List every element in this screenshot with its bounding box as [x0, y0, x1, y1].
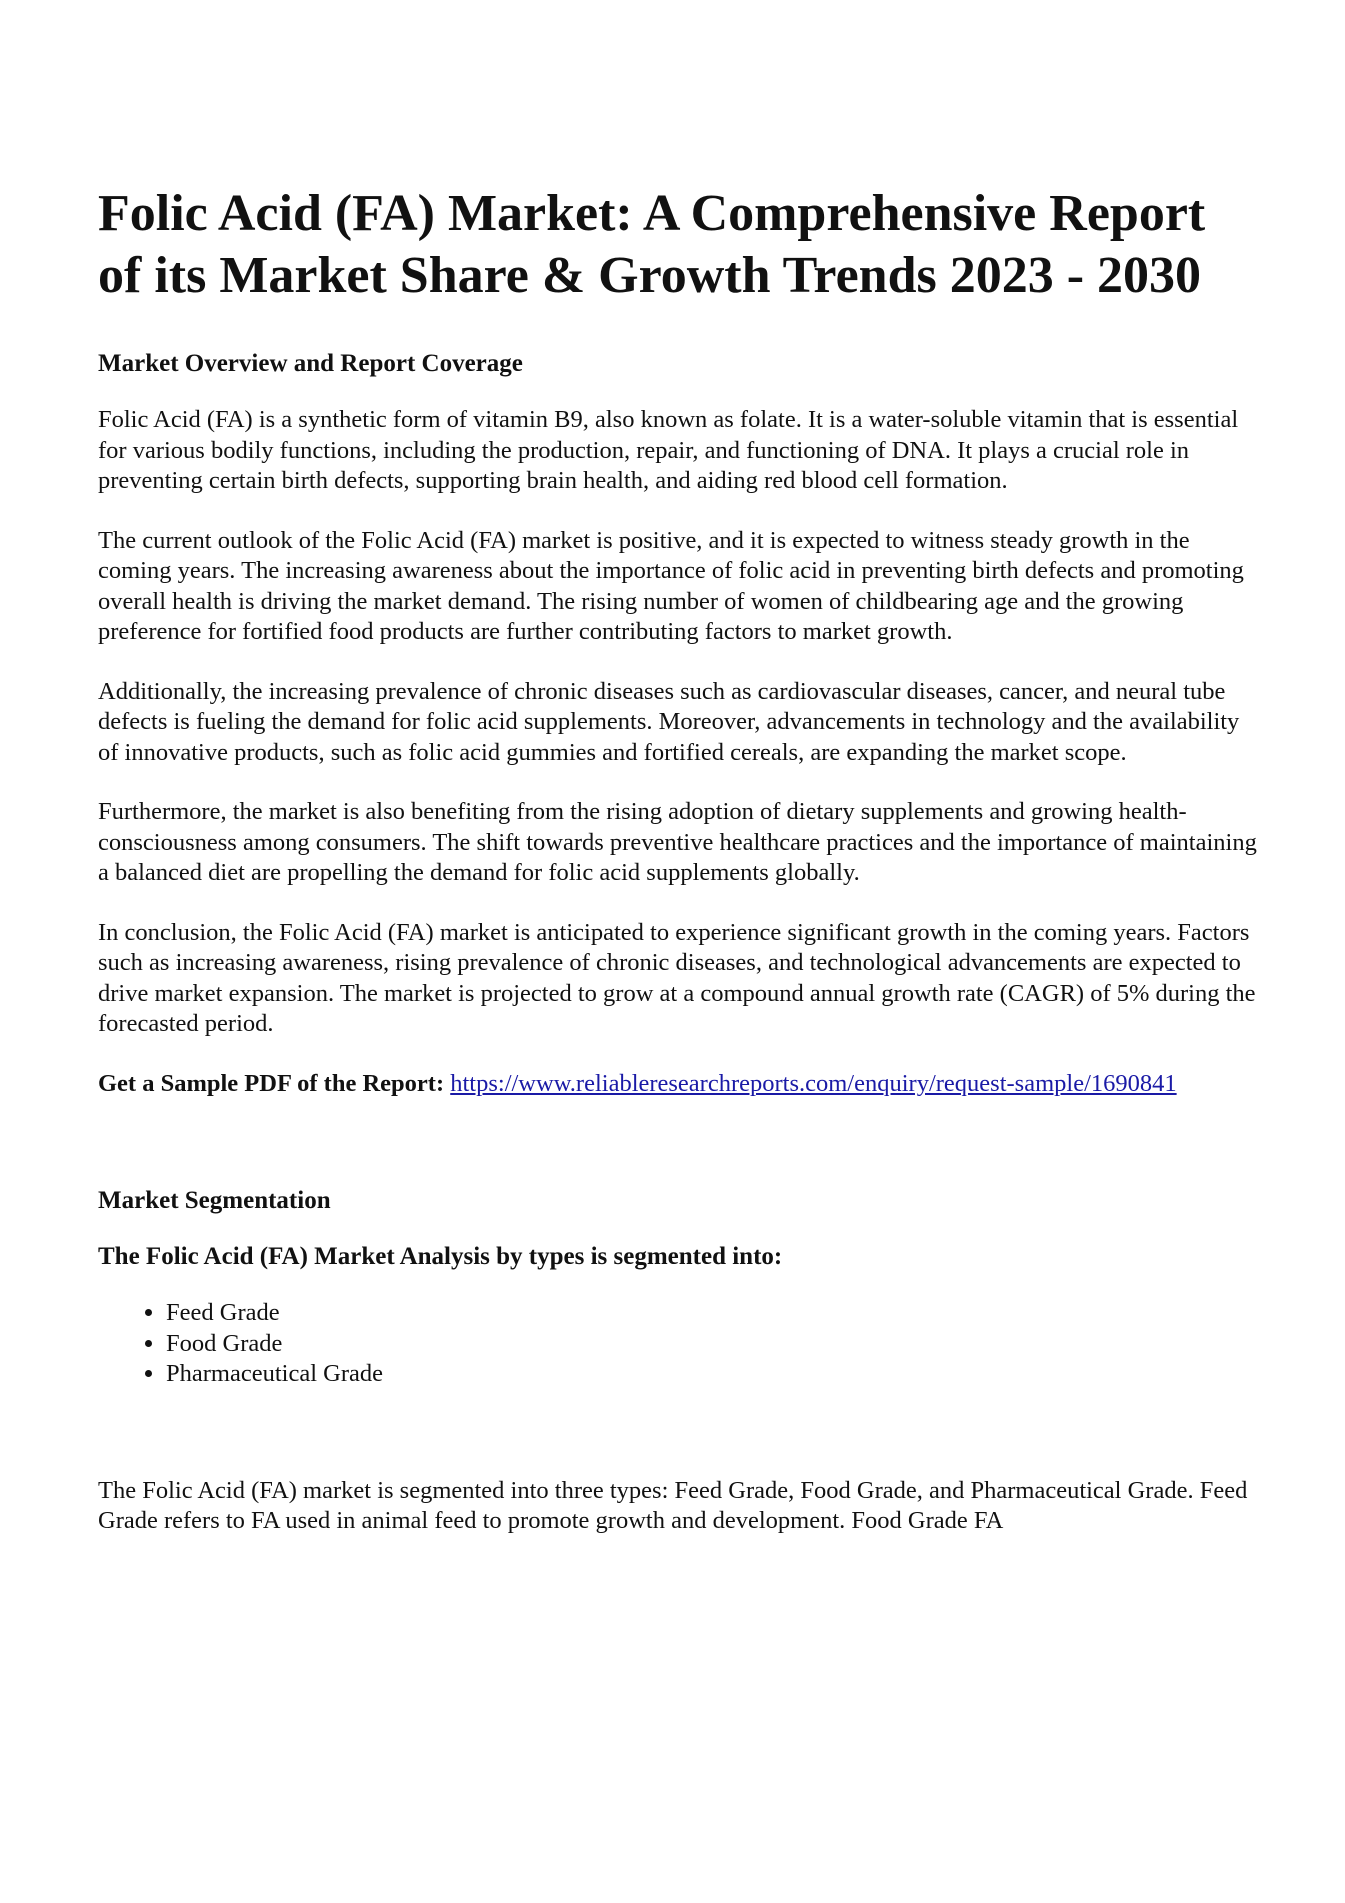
overview-paragraph: Furthermore, the market is also benefiting from the rising adoption of dietary supplements and growing health-consciousness among consumers. The shift towards preventive healthcare practices and the importance of maintaining a balanced diet are propelling the demand for folic acid supplements globally. [98, 798, 1257, 886]
overview-paragraph: Additionally, the increasing prevalence of chronic diseases such as cardiovascular diseases, cancer, and neural tube defects is fueling the demand for folic acid supplements. Moreover, advancements in technology and the availability of innovative products, such as folic acid gummies and fortified cereals, are expanding the market scope. [98, 677, 1240, 766]
page-title: Folic Acid (FA) Market: A Comprehensive Report of its Market Share & Growth Trends 2023 - 2030 [98, 185, 1206, 304]
overview-paragraph: Folic Acid (FA) is a synthetic form of vitamin B9, also known as folate. It is a water-soluble vitamin that is essential for various bodily functions, including the production, repair, and functioning of DNA. It plays a crucial role in preventing certain birth defects, supporting brain health, and aiding red blood cell formation. [98, 406, 1239, 494]
types-list [98, 1298, 1258, 1390]
overview-heading: Market Overview and Report Coverage [98, 350, 523, 377]
overview-paragraph: In conclusion, the Folic Acid (FA) market is anticipated to experience significant growth in the coming years. Factors such as increasing awareness, rising prevalence of chronic diseases, and technological advancements are expected to drive market expansion. The market is projected to grow at a compound annual growth rate (CAGR) of 5% during the forecasted period. [98, 918, 1256, 1037]
spacer [98, 1128, 1258, 1186]
spacer [98, 1390, 1258, 1476]
sample-pdf-line [98, 1069, 1258, 1100]
types-paragraph: The Folic Acid (FA) market is segmented into three types: Feed Grade, Food Grade, and Pharmaceutical Grade. Feed Grade refers to FA used in animal feed to promote growth and development. Food Grade FA [98, 1476, 1248, 1534]
sample-pdf-label: Get a Sample PDF of the Report: [98, 1069, 445, 1097]
list-item: • Feed Grade [166, 1298, 1258, 1329]
list-item: • Food Grade [166, 1329, 1258, 1360]
sample-pdf-link[interactable]: https://www.reliableresearchreports.com/enquiry/request-sample/1690841 [450, 1069, 1177, 1097]
overview-paragraph: The current outlook of the Folic Acid (FA) market is positive, and it is expected to witness steady growth in the coming years. The increasing awareness about the importance of folic acid in preventing birth defects and promoting overall health is driving the market demand. The rising number of women of childbearing age and the growing preference for fortified food products are further contributing factors to market growth. [98, 526, 1244, 645]
types-heading: The Folic Acid (FA) Market Analysis by types is segmented into: [98, 1243, 783, 1270]
list-item: • Pharmaceutical Grade [166, 1359, 1258, 1390]
document-page [98, 183, 1258, 1566]
segmentation-heading: Market Segmentation [98, 1187, 331, 1214]
